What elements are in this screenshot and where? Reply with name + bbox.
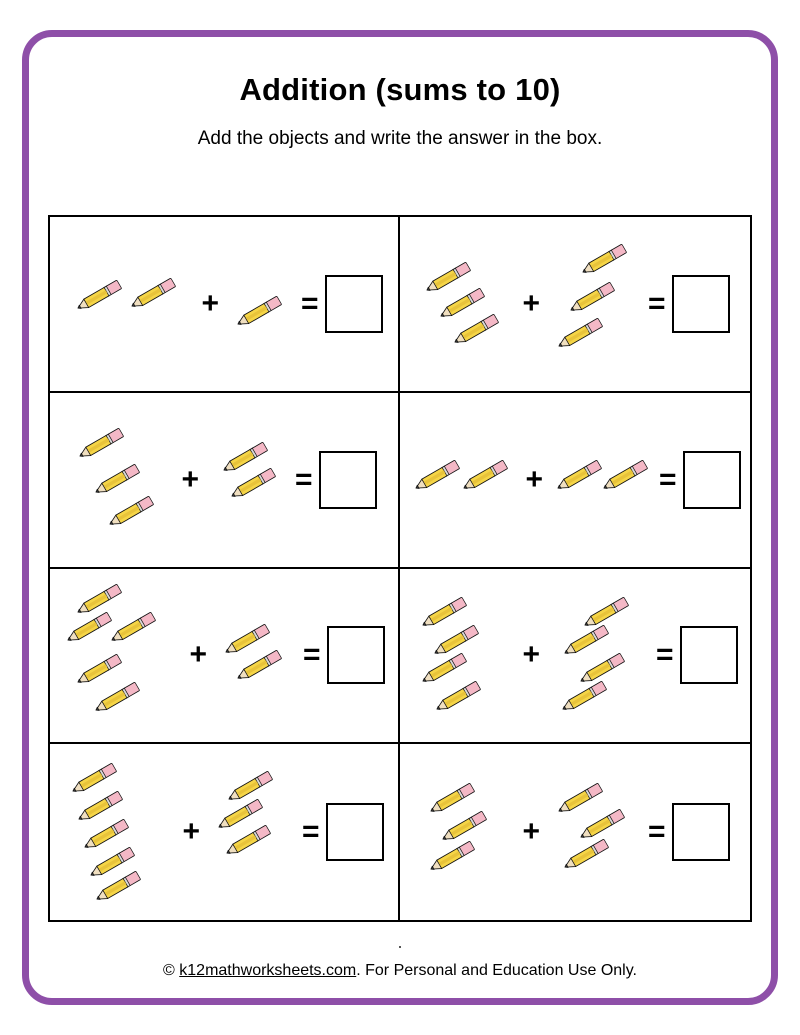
addend-b-group-6	[546, 590, 650, 720]
answer-box-7[interactable]	[326, 803, 384, 861]
pencil-icon	[436, 297, 488, 311]
problem-cell-3	[50, 393, 400, 569]
pencil-icon	[86, 856, 138, 870]
equals-sign-6: =	[656, 638, 674, 672]
pencil-icon	[554, 327, 606, 341]
addend-a-group-8	[420, 772, 516, 892]
plus-operator-2: +	[522, 286, 540, 320]
footer-dot	[399, 946, 401, 948]
pencil-icon	[430, 634, 482, 648]
plus-operator-3: +	[181, 462, 199, 496]
addend-b-group-4	[549, 437, 653, 523]
pencil-icon	[91, 691, 143, 705]
pencil-icon	[553, 469, 605, 483]
pencil-icon	[580, 606, 632, 620]
plus-operator-6: +	[522, 638, 540, 672]
pencil-icon	[426, 850, 478, 864]
addend-b-group-5	[213, 585, 297, 725]
pencil-icon	[554, 792, 606, 806]
plus-operator-1: +	[201, 286, 219, 320]
equals-sign-5: =	[303, 638, 321, 672]
problem-1	[56, 261, 392, 347]
addend-b-group-1	[225, 261, 295, 347]
problem-4	[406, 437, 744, 523]
problem-3	[56, 425, 392, 535]
problem-cell-1	[50, 217, 400, 393]
problem-8	[406, 772, 744, 892]
pencil-icon	[599, 469, 651, 483]
problem-6	[406, 590, 744, 720]
addend-a-group-2	[420, 249, 516, 359]
addend-b-group-2	[546, 249, 642, 359]
addend-a-group-5	[63, 585, 183, 725]
plus-operator-4: +	[525, 462, 543, 496]
pencil-icon	[73, 289, 125, 303]
problem-5	[56, 585, 392, 725]
answer-box-4[interactable]	[683, 451, 741, 509]
equals-sign-8: =	[648, 815, 666, 849]
pencil-icon	[221, 633, 273, 647]
pencil-icon	[222, 834, 274, 848]
pencil-icon	[227, 477, 279, 491]
plus-operator-7: +	[182, 815, 200, 849]
problem-cell-5	[50, 569, 400, 745]
pencil-icon	[73, 663, 125, 677]
equals-sign-4: =	[659, 462, 677, 496]
answer-box-2[interactable]	[672, 275, 730, 333]
pencil-icon	[91, 473, 143, 487]
equals-sign-3: =	[295, 462, 313, 496]
pencil-icon	[80, 828, 132, 842]
pencil-icon	[418, 662, 470, 676]
addend-a-group-7	[64, 762, 176, 902]
pencil-icon	[558, 690, 610, 704]
plus-operator-8: +	[522, 815, 540, 849]
answer-box-3[interactable]	[319, 451, 377, 509]
pencil-icon	[576, 662, 628, 676]
page-subtitle: Add the objects and write the answer in the box.	[197, 128, 603, 149]
addend-a-group-1	[65, 261, 195, 347]
pencil-icon	[233, 305, 285, 319]
footer-prefix: ©	[163, 962, 180, 979]
pencil-icon	[578, 253, 630, 267]
equals-sign-7: =	[302, 815, 320, 849]
pencil-icon	[576, 818, 628, 832]
problem-cell-7	[50, 744, 400, 920]
addend-a-group-3	[71, 425, 175, 535]
footer-link[interactable]: k12mathworksheets.com	[179, 962, 357, 979]
answer-box-8[interactable]	[672, 803, 730, 861]
problem-cell-8	[400, 744, 750, 920]
page-title: Addition (sums to 10)	[239, 72, 561, 107]
problem-cell-6	[400, 569, 750, 745]
pencil-icon	[75, 437, 127, 451]
footer-suffix: . For Personal and Education Use Only.	[356, 962, 637, 979]
plus-operator-5: +	[189, 638, 207, 672]
addend-a-group-4	[409, 437, 519, 523]
equals-sign-1: =	[301, 286, 319, 320]
pencil-icon	[418, 606, 470, 620]
answer-box-5[interactable]	[327, 626, 385, 684]
addend-b-group-8	[546, 772, 642, 892]
pencil-icon	[450, 323, 502, 337]
pencil-icon	[92, 880, 144, 894]
answer-box-1[interactable]	[325, 275, 383, 333]
pencil-icon	[459, 469, 511, 483]
pencil-icon	[107, 621, 159, 635]
problem-cell-2	[400, 217, 750, 393]
pencil-icon	[560, 634, 612, 648]
pencil-icon	[411, 469, 463, 483]
pencil-icon	[426, 792, 478, 806]
addend-b-group-3	[205, 425, 289, 535]
problem-2	[406, 249, 744, 359]
pencil-icon	[214, 808, 266, 822]
addend-a-group-6	[412, 590, 516, 720]
pencil-icon	[438, 820, 490, 834]
problem-grid	[48, 215, 752, 922]
pencil-icon	[74, 800, 126, 814]
problem-7	[56, 762, 392, 902]
equals-sign-2: =	[648, 286, 666, 320]
pencil-icon	[219, 451, 271, 465]
addend-b-group-7	[206, 762, 296, 902]
pencil-icon	[68, 772, 120, 786]
footer-credit	[0, 962, 800, 980]
pencil-icon	[233, 659, 285, 673]
answer-box-6[interactable]	[680, 626, 738, 684]
pencil-icon	[560, 848, 612, 862]
pencil-icon	[422, 271, 474, 285]
problem-cell-4	[400, 393, 750, 569]
pencil-icon	[566, 291, 618, 305]
pencil-icon	[73, 593, 125, 607]
pencil-icon	[224, 780, 276, 794]
pencil-icon	[127, 287, 179, 301]
pencil-icon	[432, 690, 484, 704]
pencil-icon	[105, 505, 157, 519]
